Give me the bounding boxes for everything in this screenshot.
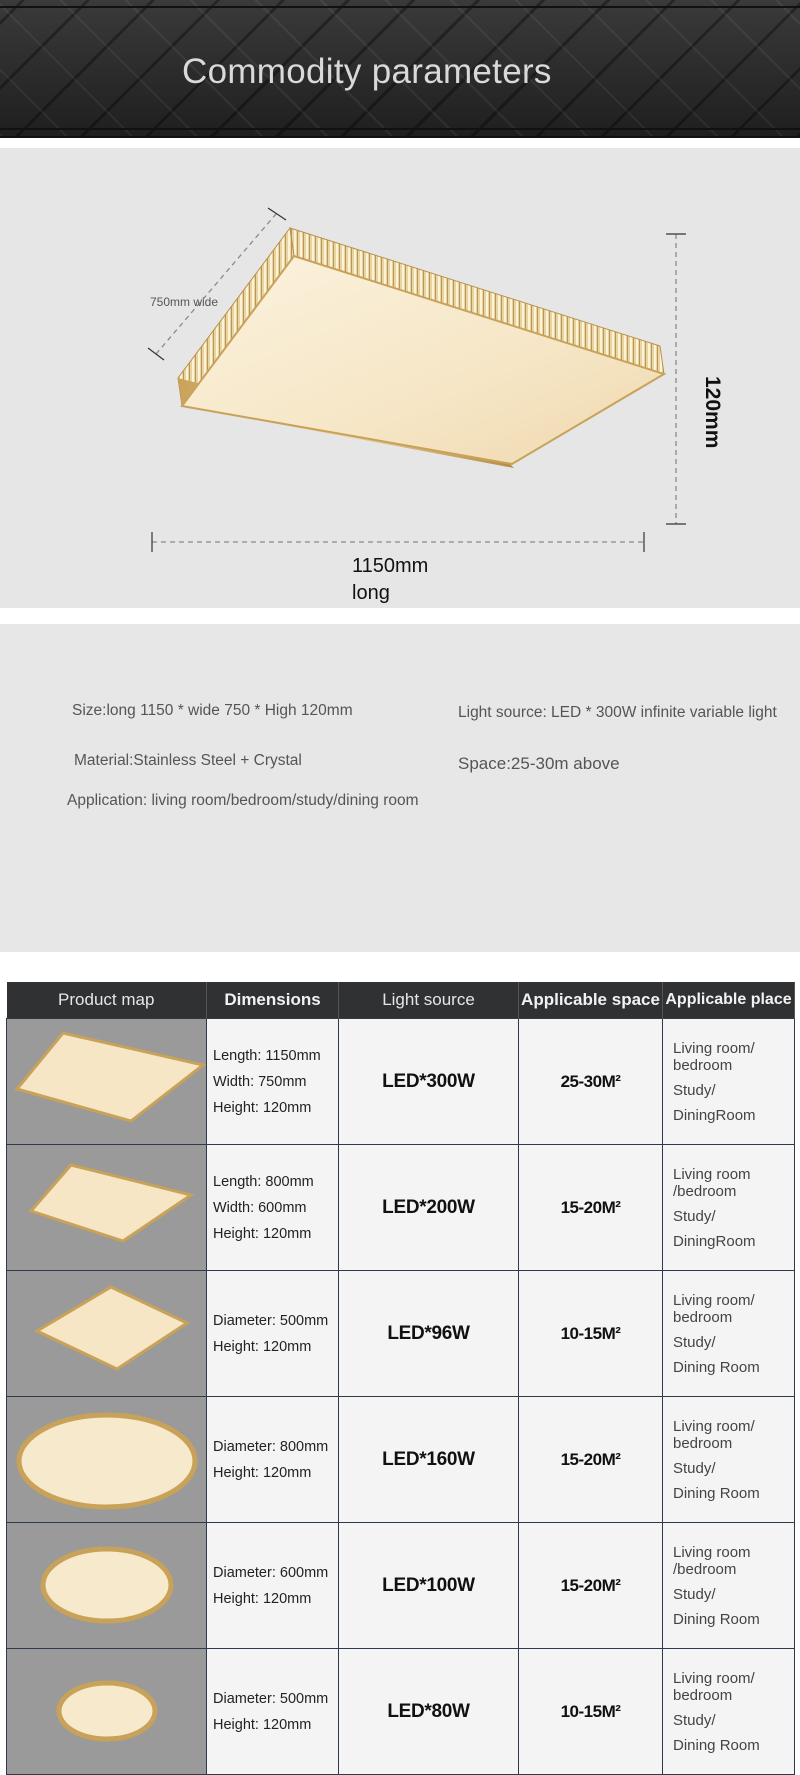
spec-size: Size:long 1150 * wide 750 * High 120mm — [72, 702, 353, 719]
applicable-place-cell — [663, 1019, 795, 1145]
header-rule-top — [0, 6, 800, 8]
place-line: Living room /bedroom — [673, 1165, 751, 1200]
place-line: Study/ — [673, 1207, 716, 1225]
spec-light-source: Light source: LED * 300W infinite variable light — [458, 704, 777, 721]
table-row — [7, 1271, 795, 1397]
header-banner — [0, 0, 800, 138]
dimension-line: Diameter: 600mm — [213, 1564, 329, 1581]
place-line: Study/ — [673, 1711, 716, 1729]
dimensions-cell — [207, 1145, 339, 1271]
applicable-space-cell: 15-20M² — [519, 1397, 663, 1523]
dimension-line: Length: 800mm — [213, 1173, 314, 1190]
product-thumbnail — [7, 1271, 207, 1397]
table-row — [7, 1019, 795, 1145]
dimension-line: Height: 120mm — [213, 1099, 312, 1116]
light-source-cell: LED*300W — [339, 1019, 519, 1145]
dimension-line: Diameter: 800mm — [213, 1438, 329, 1455]
dimension-line: Height: 120mm — [213, 1464, 312, 1481]
place-line: Study/ — [673, 1459, 716, 1477]
place-line: Dining Room — [673, 1736, 760, 1754]
dimension-line: Diameter: 500mm — [213, 1312, 329, 1329]
applicable-space-cell: 10-15M² — [519, 1271, 663, 1397]
dimension-line: Height: 120mm — [213, 1338, 312, 1355]
dimension-line: Height: 120mm — [213, 1225, 312, 1242]
height-label: 120mm — [701, 376, 724, 449]
place-line: Living room/ bedroom — [673, 1669, 755, 1704]
dimension-line: Width: 750mm — [213, 1073, 307, 1090]
length-label-line2: long — [352, 582, 390, 604]
dimensions-cell — [207, 1397, 339, 1523]
place-line: Dining Room — [673, 1610, 760, 1628]
place-line: Study/ — [673, 1081, 716, 1099]
light-source-cell: LED*160W — [339, 1397, 519, 1523]
dimensions-cell — [207, 1019, 339, 1145]
spec-material: Material:Stainless Steel + Crystal — [74, 752, 302, 769]
dimension-line: Height: 120mm — [213, 1590, 312, 1607]
applicable-place-cell — [663, 1523, 795, 1649]
applicable-place-cell — [663, 1397, 795, 1523]
product-thumbnail — [7, 1397, 207, 1523]
table-row — [7, 1523, 795, 1649]
place-line: Living room/ bedroom — [673, 1291, 755, 1326]
product-thumbnail — [7, 1523, 207, 1649]
place-line: Dining Room — [673, 1484, 760, 1502]
header-rule-bottom — [0, 128, 800, 130]
light-source-cell: LED*100W — [339, 1523, 519, 1649]
height-dimension-line — [666, 234, 686, 524]
applicable-space-cell: 25-30M² — [519, 1019, 663, 1145]
dimension-line: Height: 120mm — [213, 1716, 312, 1733]
product-thumbnail — [7, 1019, 207, 1145]
spec-application: Application: living room/bedroom/study/dining room — [67, 792, 419, 809]
col-header-dimensions: Dimensions — [207, 982, 339, 1019]
light-source-cell: LED*200W — [339, 1145, 519, 1271]
page-title: Commodity parameters — [182, 52, 552, 91]
light-source-cell: LED*96W — [339, 1271, 519, 1397]
spec-section — [0, 624, 800, 952]
product-dimension-diagram — [0, 148, 800, 608]
place-line: Study/ — [673, 1333, 716, 1351]
place-line: Living room/ bedroom — [673, 1417, 755, 1452]
lamp-dimension-illustration — [0, 148, 800, 608]
applicable-space-cell: 15-20M² — [519, 1145, 663, 1271]
width-label: 750mm wide — [150, 295, 219, 309]
table-row — [7, 1397, 795, 1523]
applicable-place-cell — [663, 1145, 795, 1271]
length-dimension-line — [152, 532, 644, 552]
place-line: Living room /bedroom — [673, 1543, 751, 1578]
place-line: DiningRoom — [673, 1106, 756, 1124]
product-thumbnail — [7, 1145, 207, 1271]
applicable-place-cell — [663, 1271, 795, 1397]
dimension-line: Length: 1150mm — [213, 1047, 321, 1064]
applicable-space-cell: 15-20M² — [519, 1523, 663, 1649]
place-line: DiningRoom — [673, 1232, 756, 1250]
applicable-space-cell: 10-15M² — [519, 1649, 663, 1775]
light-source-cell: LED*80W — [339, 1649, 519, 1775]
place-line: Dining Room — [673, 1358, 760, 1376]
dimensions-cell — [207, 1271, 339, 1397]
dimension-line: Width: 600mm — [213, 1199, 307, 1216]
length-label-line1: 1150mm — [352, 555, 429, 577]
dimensions-cell — [207, 1523, 339, 1649]
col-header-applicable-place: Applicable place — [663, 982, 795, 1019]
product-table — [6, 982, 794, 1754]
spec-space: Space:25-30m above — [458, 754, 620, 773]
place-line: Living room/ bedroom — [673, 1039, 755, 1074]
dimension-line: Diameter: 500mm — [213, 1690, 329, 1707]
col-header-light-source: Light source — [339, 982, 519, 1019]
table-row — [7, 1145, 795, 1271]
table-header-row — [7, 982, 795, 1019]
col-header-applicable-space: Applicable space — [519, 982, 663, 1019]
place-line: Study/ — [673, 1585, 716, 1603]
col-header-product-map: Product map — [7, 982, 207, 1019]
